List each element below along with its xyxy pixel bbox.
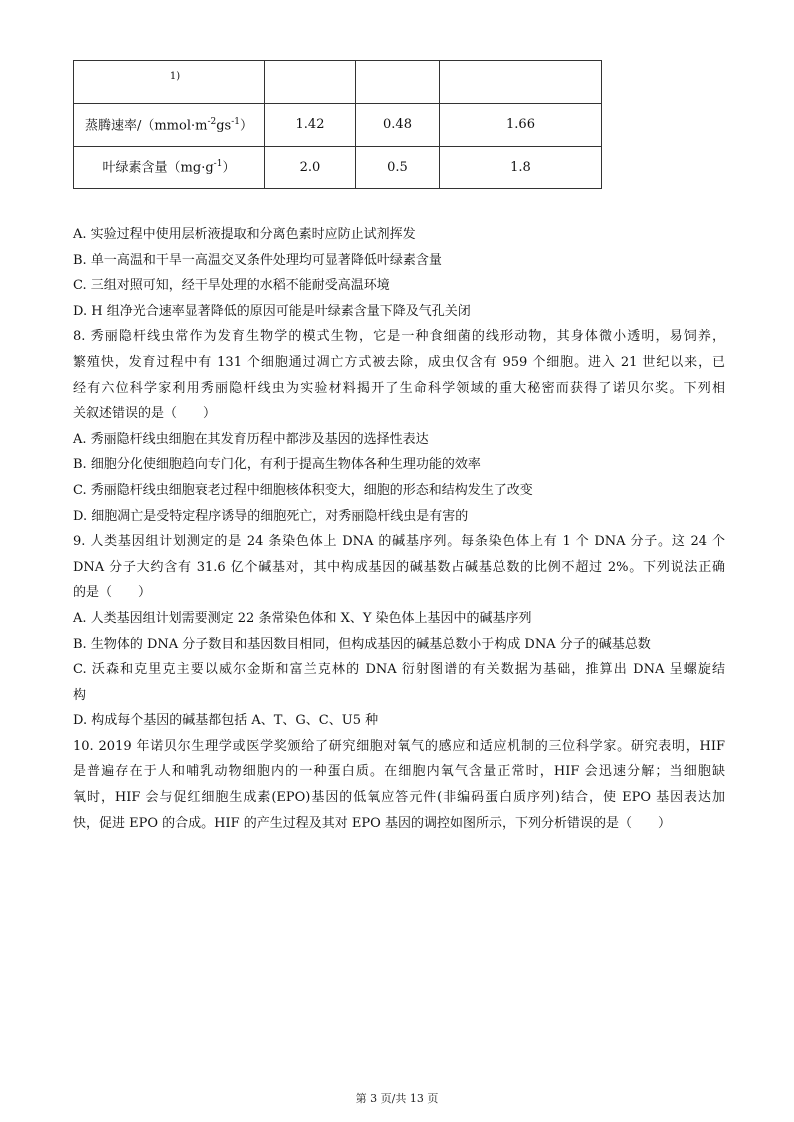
table-cell: 0.5 [356, 147, 440, 189]
option-line: B. 单一高温和干旱一高温交叉条件处理均可显著降低叶绿素含量 [73, 252, 442, 268]
page-number: 第 3 页/共 13 页 [355, 1092, 439, 1105]
table-cell: 0.48 [356, 104, 440, 147]
table-cell: 1.66 [440, 104, 602, 147]
option-line: B. 生物体的 DNA 分子数目和基因数目相同，但构成基因的碱基总数小于构成 DNA 分子的碱基总数 [73, 636, 651, 652]
option-line: 构 [73, 687, 87, 703]
question-line: 快，促进 EPO 的合成。HIF 的产生过程及其对 EPO 基因的调控如图所示，下列分析错误的是（ ） [73, 815, 671, 831]
label-superscript: -2 [207, 116, 217, 127]
table-cell-label [74, 61, 265, 104]
table-cell: 1.8 [440, 147, 602, 189]
table-row [74, 104, 602, 147]
label-text: ) [176, 71, 181, 83]
question-line: 9. 人类基因组计划测定的是 24 条染色体上 DNA 的碱基序列。每条染色体上有 1 个 DNA 分子。这 24 个 [73, 534, 725, 550]
question-line: 的是（ ） [73, 585, 152, 601]
option-line: D. H 组净光合速率显著降低的原因可能是叶绿素含量下降及气孔关闭 [73, 303, 471, 319]
label-superscript: -1 [213, 159, 223, 170]
table-cell: 2.0 [265, 147, 356, 189]
label-superscript: -1 [231, 116, 241, 127]
table-cell-label [74, 104, 265, 147]
option-line: D. 细胞凋亡是受特定程序诱导的细胞死亡，对秀丽隐杆线虫是有害的 [73, 508, 469, 524]
question-line: 经有六位科学家利用秀丽隐杆线虫为实验材料揭开了生命科学领域的重大秘密而获得了诺贝尔奖。下列相 [73, 380, 725, 396]
option-line: B. 细胞分化使细胞趋向专门化，有利于提高生物体各种生理功能的效率 [73, 457, 481, 473]
table-cell [265, 61, 356, 104]
label-text: 蒸腾速率/（mmol·m [84, 117, 208, 133]
option-line: C. 秀丽隐杆线虫细胞衰老过程中细胞核体积变大，细胞的形态和结构发生了改变 [73, 482, 533, 498]
question-line: 繁殖快，发育过程中有 131 个细胞通过凋亡方式被去除，成虫仅含有 959 个细胞。进入 21 世纪以来，已 [73, 354, 725, 370]
table-cell [440, 61, 602, 104]
table-cell: 1.42 [265, 104, 356, 147]
option-line: C. 三组对照可知，经干旱处理的水稻不能耐受高温环境 [73, 278, 390, 294]
question-line: 8. 秀丽隐杆线虫常作为发育生物学的模式生物，它是一种食细菌的线形动物，其身体微小透明，易饲养， [73, 329, 725, 345]
table-cell-label [74, 147, 265, 189]
option-line: A. 人类基因组计划需要测定 22 条常染色体和 X、Y 染色体上基因中的碱基序列 [73, 610, 532, 626]
table-cell [356, 61, 440, 104]
label-text: ） [240, 117, 254, 133]
label-superscript: 1 [169, 71, 177, 83]
table-row [74, 147, 602, 189]
question-line: 10. 2019 年诺贝尔生理学或医学奖颁给了研究细胞对氧气的感应和适应机制的三位科学家。研究表明，HIF [73, 738, 725, 754]
option-line: D. 构成每个基因的碱基都包括 A、T、G、C、U5 种 [73, 713, 379, 729]
label-text: gs [216, 117, 232, 133]
question-text [73, 222, 725, 836]
label-text: 叶绿素含量（mg·g [102, 160, 214, 176]
option-line: C. 沃森和克里克主要以威尔金斯和富兰克林的 DNA 衍射图谱的有关数据为基础，推算出 DNA 呈螺旋结 [73, 662, 725, 678]
question-line: 关叙述错误的是（ ） [73, 406, 217, 422]
question-line: 是普遍存在于人和哺乳动物细胞内的一种蛋白质。在细胞内氧气含量正常时，HIF 会迅速分解；当细胞缺 [73, 764, 725, 780]
question-line: 氧时，HIF 会与促红细胞生成素(EPO)基因的低氧应答元件(非编码蛋白质序列)结合，使 EPO 基因表达加 [73, 790, 725, 806]
table-row [74, 61, 602, 104]
label-text: ） [222, 160, 236, 176]
option-line: A. 实验过程中使用层析液提取和分离色素时应防止试剂挥发 [73, 227, 416, 242]
data-table [73, 60, 602, 189]
option-line: A. 秀丽隐杆线虫细胞在其发育历程中都涉及基因的选择性表达 [73, 431, 429, 447]
question-line: DNA 分子大约含有 31.6 亿个碱基对，其中构成基因的碱基数占碱基总数的比例不超过 2%。下列说法正确 [73, 559, 725, 575]
